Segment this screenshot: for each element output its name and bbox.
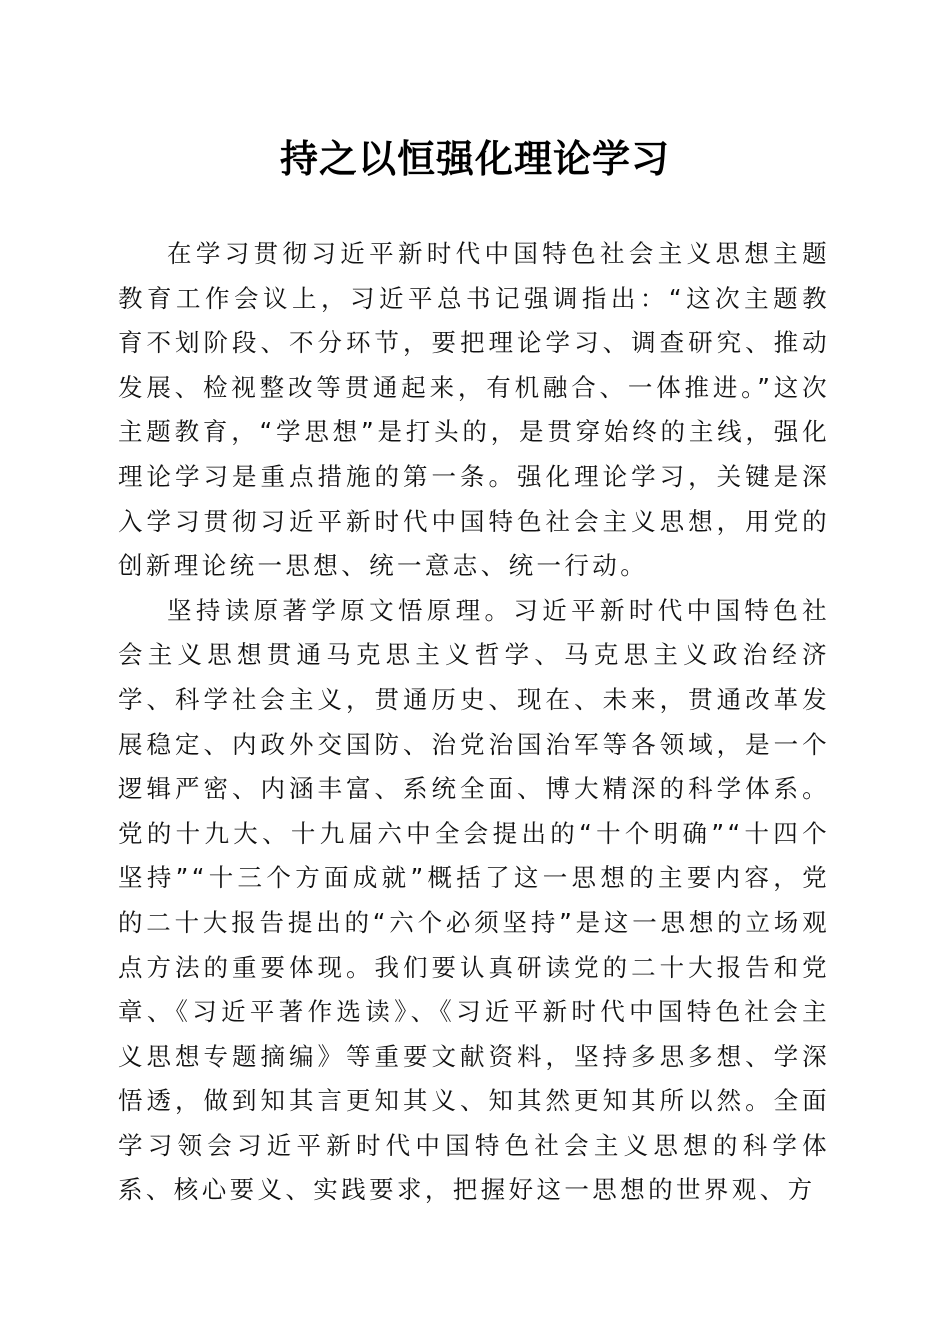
document-body bbox=[118, 232, 830, 1213]
document-title: 持之以恒强化理论学习 bbox=[279, 136, 670, 181]
paragraph-intro: 在学习贯彻习近平新时代中国特色社会主义思想主题教育工作会议上，习近平总书记强调指出：“这次主题教育不划阶段、不分环节，要把理论学习、调查研究、推动发展、检视整改等贯通起来，有机融合、一体推进。”这次主题教育，“学思想”是打头的，是贯穿始终的主线，强化理论学习是重点措施的第一条。强化理论学习，关键是深入学习贯彻习近平新时代中国特色社会主义思想，用党的创新理论统一思想、统一意志、统一行动。 bbox=[118, 239, 830, 581]
paragraph-reading-originals: 坚持读原著学原文悟原理。习近平新时代中国特色社会主义思想贯通马克思主义哲学、马克思主义政治经济学、科学社会主义，贯通历史、现在、未来，贯通改革发展稳定、内政外交国防、治党治国治军等各领域，是一个逻辑严密、内涵丰富、系统全面、博大精深的科学体系。党的十九大、十九届六中全会提出的“十个明确”“十四个坚持”“十三个方面成就”概括了这一思想的主要内容，党的二十大报告提出的“六个必须坚持”是这一思想的立场观点方法的重要体现。我们要认真研读党的二十大报告和党章、《习近平著作选读》、《习近平新时代中国特色社会主义思想专题摘编》等重要文献资料，坚持多思多想、学深悟透，做到知其言更知其义、知其然更知其所以然。全面学习领会习近平新时代中国特色社会主义思想的科学体系、核心要义、实践要求，把握好这一思想的世界观、方 bbox=[118, 595, 830, 1205]
